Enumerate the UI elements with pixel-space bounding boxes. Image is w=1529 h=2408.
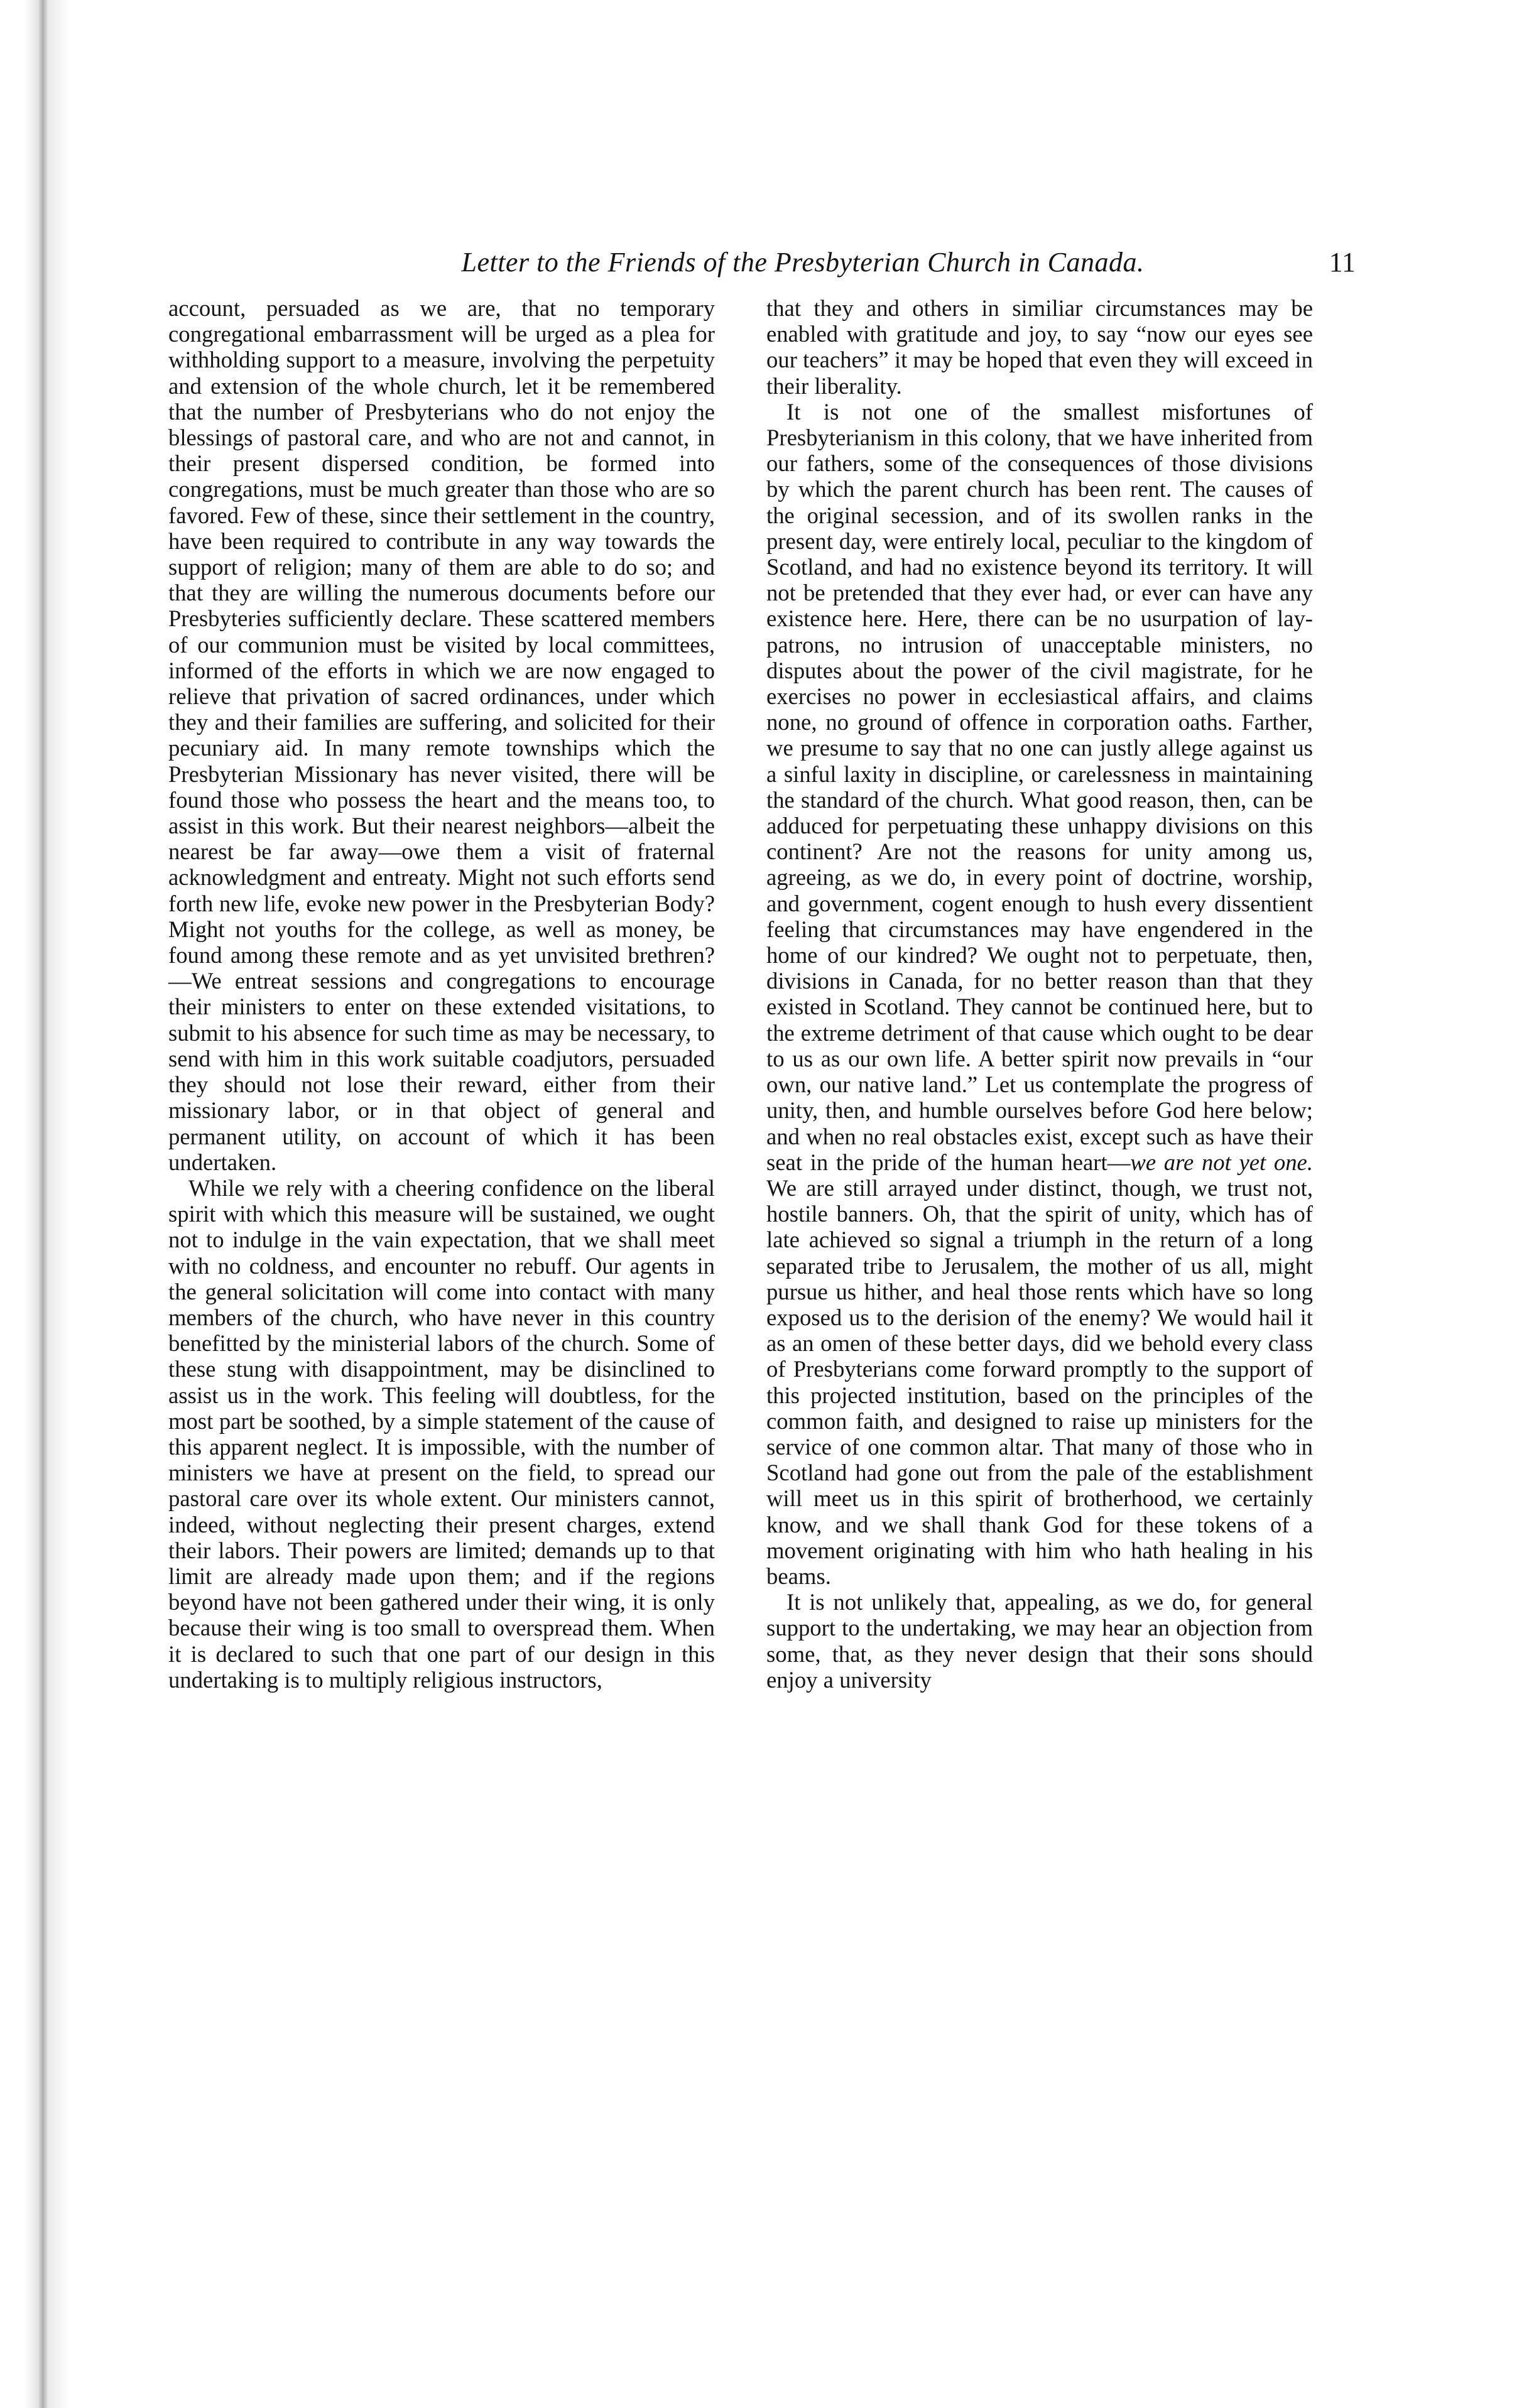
left-column [168, 295, 715, 1693]
binding-shadow [0, 0, 69, 2408]
paragraph: It is not unlikely that, appealing, as we do, for general support to the undertaking, we may hear an objection from some, that, as they never design that their sons should enjoy a university [766, 1589, 1313, 1693]
paragraph [766, 399, 1313, 1589]
paragraph-text: It is not one of the smallest misfortunes of Presbyterianism in this colony, that we have inherited from our fathers, some of the consequences of those divisions by which the parent church has been rent. The causes of the original secession, and of its swollen ranks in the present day, were entirely local, peculiar to the kingdom of Scotland, and had no existence beyond its territory. It will not be pretended that they ever had, or ever can have any existence here. Here, there can be no usurpation of lay-patrons, no intrusion of unacceptable ministers, no disputes about the power of the civil magistrate, for he exercises no power in ecclesiastical affairs, and claims none, no ground of offence in corporation oaths. Farther, we presume to say that no one can justly allege against us a sinful laxity in discipline, or carelessness in maintaining the standard of the church. What good reason, then, can be adduced for perpetuating these unhappy divisions on this continent? Are not the reasons for unity among us, agreeing, as we do, in every point of doctrine, worship, and government, cogent enough to hush every dissentient feeling that circumstances may have engendered in the home of our kindred? We ought not to perpetuate, then, divisions in Canada, for no better reason than that they existed in Scotland. They cannot be continued here, but to the extreme detriment of that cause which ought to be dear to us as our own life. A better spirit now prevails in “our own, our native land.” Let us contemplate the progress of unity, then, and humble ourselves before God here below; and when no real obstacles exist, except such as have their seat in the pride of the human heart— [766, 398, 1313, 1175]
paragraph-text: We are still arrayed under distinct, though, we trust not, hostile banners. Oh, that the spirit of unity, which has of late achieved so signal a triumph in the return of a long separated tribe to Jerusalem, the mother of us all, might pursue us hither, and heal those rents which have so long exposed us to the derision of the enemy? We would hail it as an omen of these better days, did we behold every class of Presbyterians come forward promptly to the support of this projected institution, based on the principles of the common faith, and designed to raise up ministers for the service of one common altar. That many of those who in Scotland had gone out from the pale of the establishment will meet us in this spirit of brotherhood, we certainly know, and we shall thank God for these tokens of a movement originating with him who hath healing in his beams. [766, 1174, 1313, 1589]
running-head [357, 246, 1356, 284]
running-title: Letter to the Friends of the Presbyterian Church in Canada. [461, 247, 1145, 278]
paragraph: that they and others in similiar circumstances may be enabled with gratitude and joy, to say “now our eyes see our teachers” it may be hoped that even they will exceed in their liberality. [766, 295, 1313, 399]
right-column [766, 295, 1313, 1693]
paragraph: While we rely with a cheering confidence on the liberal spirit with which this measure will be sustained, we ought not to indulge in the vain expectation, that we shall meet with no coldness, and encounter no rebuff. Our agents in the general solicitation will come into contact with many members of the church, who have never in this country benefitted by the ministerial labors of the church. Some of these stung with disappointment, may be disinclined to assist us in the work. This feeling will doubtless, for the most part be soothed, by a simple statement of the cause of this apparent neglect. It is impossible, with the number of ministers we have at present on the field, to spread our pastoral care over its whole extent. Our ministers cannot, indeed, without neglecting their present charges, extend their labors. Their powers are limited; demands up to that limit are already made upon them; and if the regions beyond have not been gathered under their wing, it is only because their wing is too small to overspread them. When it is declared to such that one part of our design in this undertaking is to multiply religious instructors, [168, 1174, 715, 1693]
page-number: 11 [1329, 247, 1356, 278]
paragraph: account, persuaded as we are, that no temporary congregational embarrassment will be urged as a plea for withholding support to a measure, involving the perpetuity and extension of the whole church, let it be remembered that the number of Presbyterians who do not enjoy the blessings of pastoral care, and who are not and cannot, in their present dispersed condition, be formed into congregations, must be much greater than those who are so favored. Few of these, since their settlement in the country, have been required to contribute in any way towards the support of religion; many of them are able to do so; and that they are willing the numerous documents before our Presbyteries sufficiently declare. These scattered members of our communion must be visited by local committees, informed of the efforts in which we are now engaged to relieve that privation of sacred ordinances, under which they and their families are suffering, and solicited for their pecuniary aid. In many remote townships which the Presbyterian Missionary has never visited, there will be found those who possess the heart and the means too, to assist in this work. But their nearest neighbors—albeit the nearest be far away—owe them a visit of fraternal acknowledgment and entreaty. Might not such efforts send forth new life, evoke new power in the Presbyterian Body? Might not youths for the college, as well as money, be found among these remote and as yet unvisited brethren?—We entreat sessions and congregations to encourage their ministers to enter on these extended visitations, to submit to his absence for such time as may be necessary, to send with him in this work suitable coadjutors, persuaded they should not lose their reward, either from their missionary labor, or in that object of general and permanent utility, on account of which it has been undertaken. [168, 295, 715, 1175]
italic-phrase: we are not yet one. [1130, 1149, 1313, 1175]
